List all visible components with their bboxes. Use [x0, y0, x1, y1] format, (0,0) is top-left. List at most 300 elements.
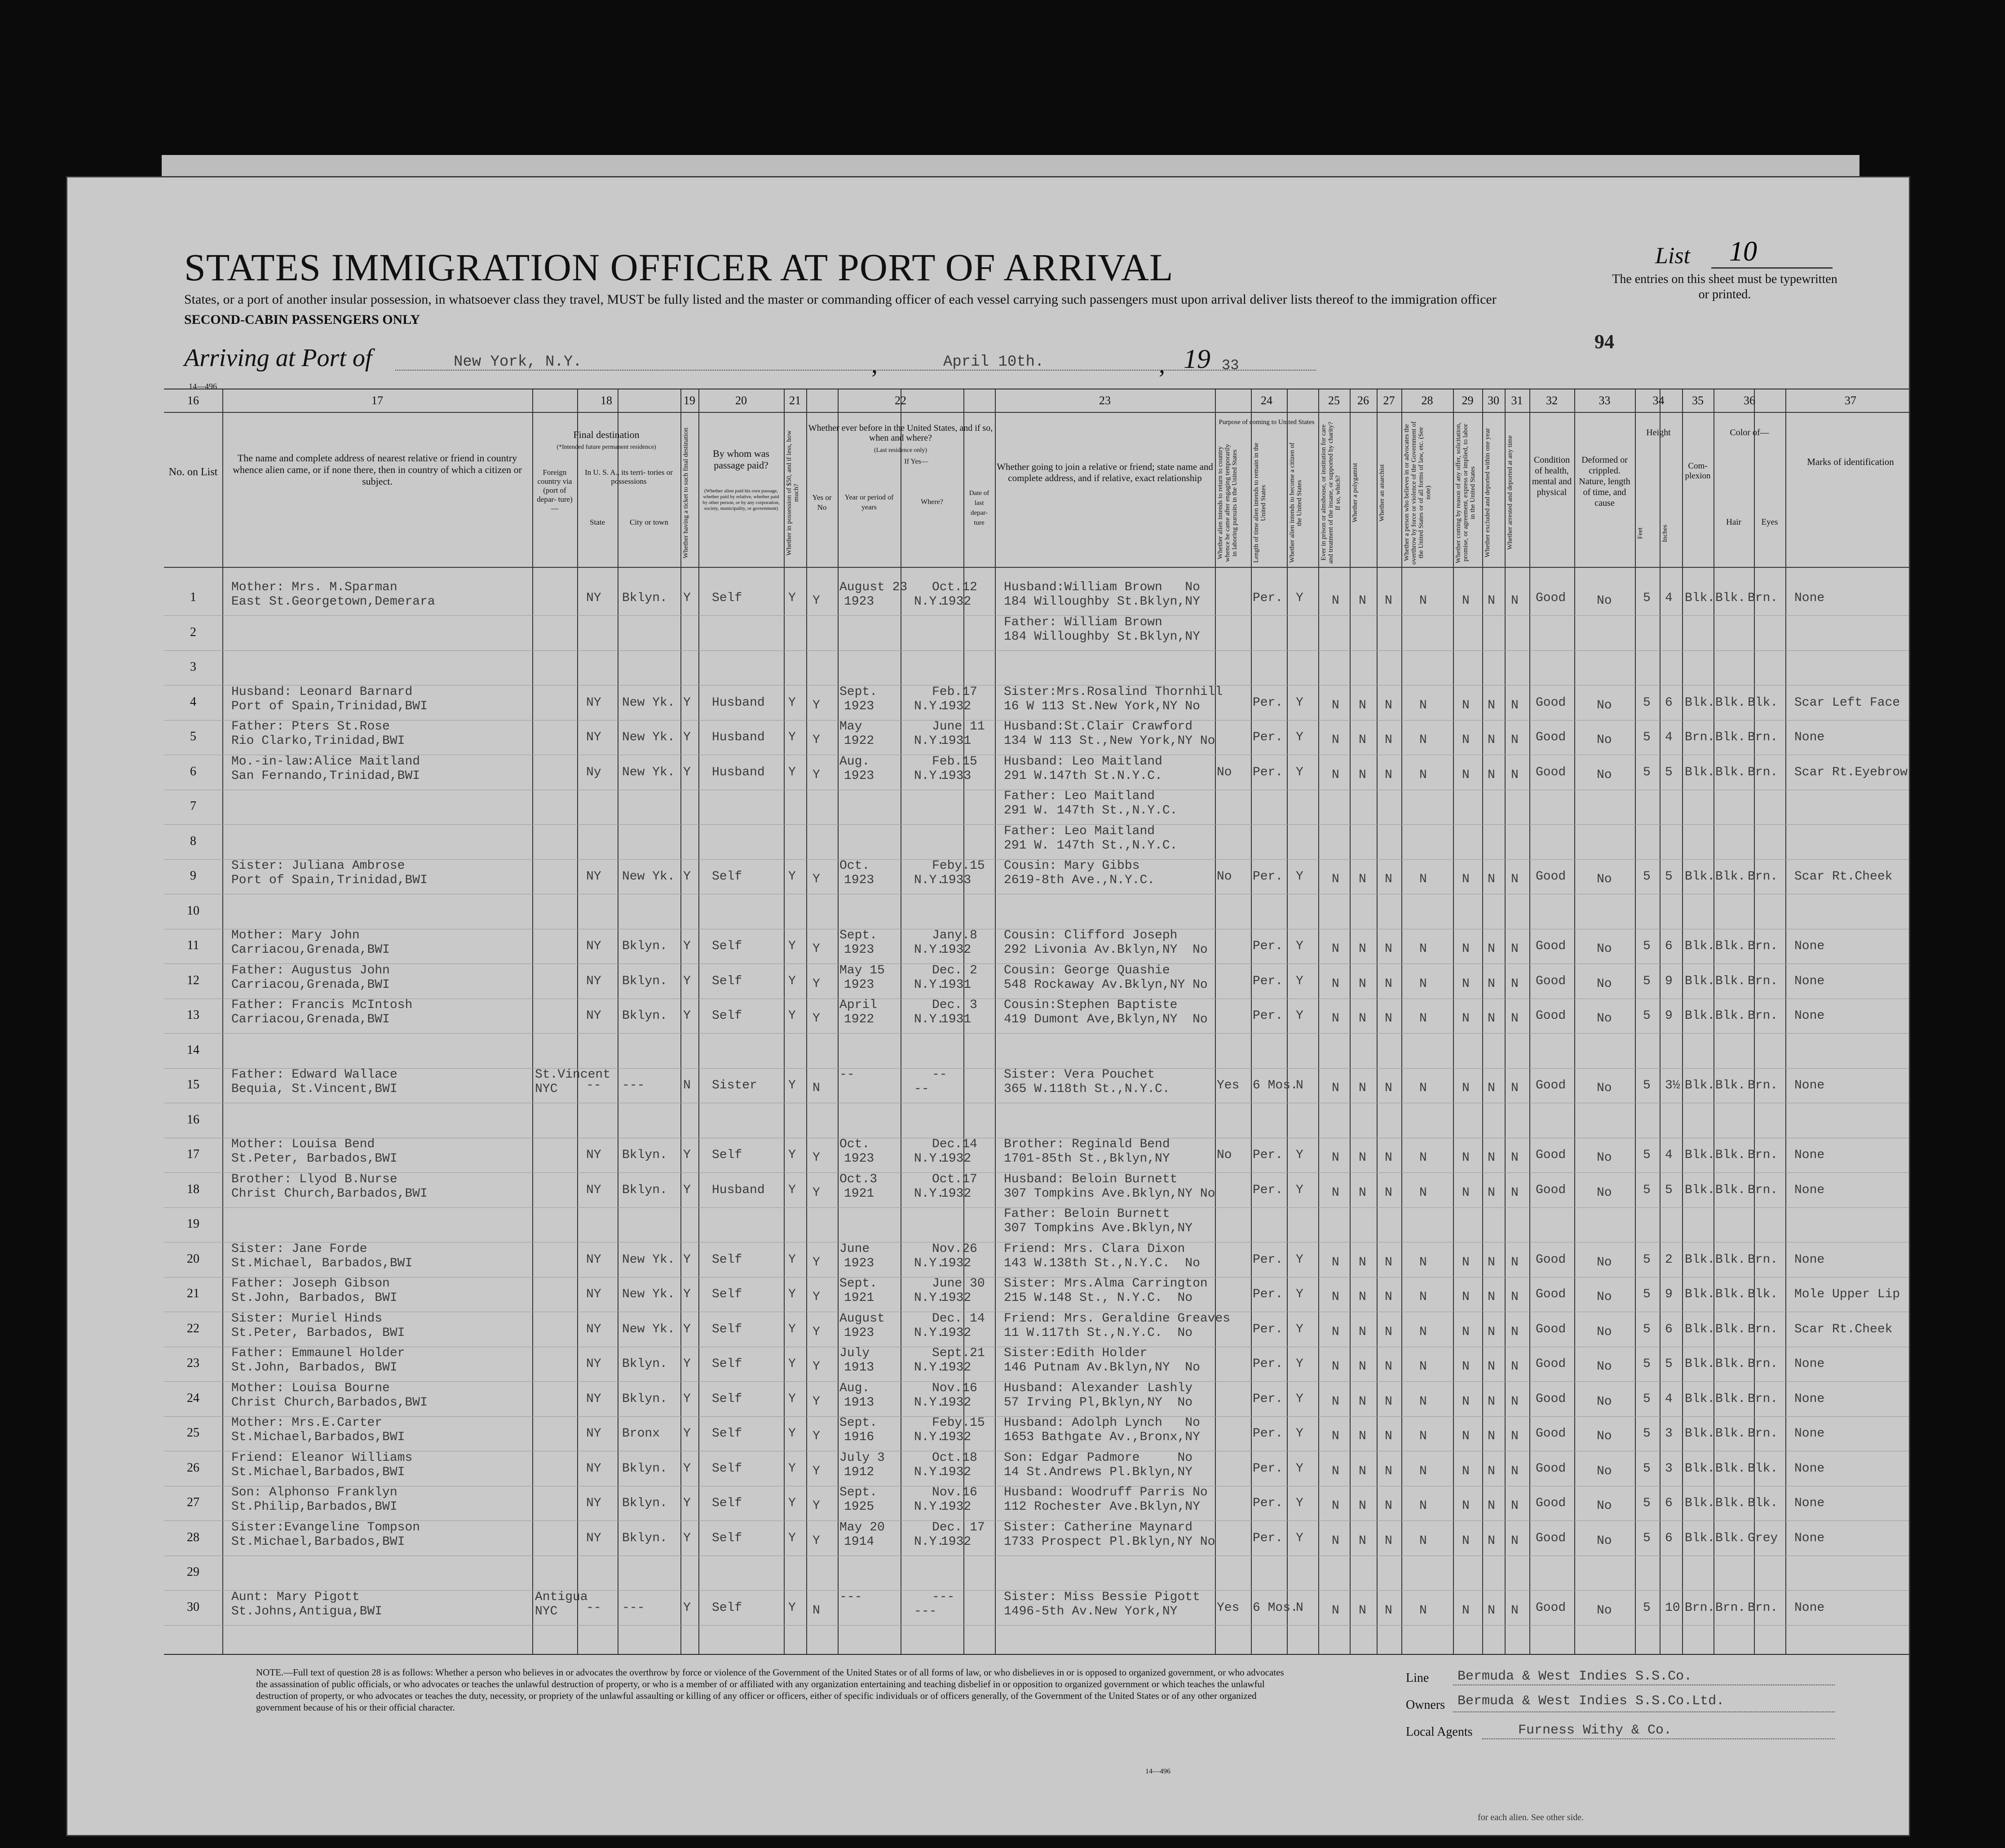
row-number: 1	[190, 590, 196, 604]
passage-paid-by: Self	[712, 1287, 742, 1301]
question-30-answer: N	[1488, 594, 1495, 608]
health-condition: Good	[1536, 1287, 1566, 1301]
hair-color: Blk.	[1715, 765, 1746, 779]
height-inches: 6	[1665, 1531, 1673, 1545]
question-28-answer: N	[1419, 1255, 1427, 1269]
passage-paid-by: Self	[712, 974, 742, 988]
destination-city: Bklyn.	[622, 1009, 667, 1023]
table-row	[164, 1485, 1909, 1520]
height-feet: 5	[1643, 765, 1651, 779]
fifty-dollars-value: Y	[788, 591, 796, 605]
identification-marks: None	[1794, 1357, 1825, 1371]
question-28-answer: N	[1419, 733, 1427, 747]
column-number: 28	[1421, 394, 1433, 407]
question-28-answer: N	[1419, 1360, 1427, 1374]
table-row	[164, 1033, 1909, 1068]
agents-underline	[1482, 1738, 1835, 1739]
list-number: 10	[1729, 236, 1757, 267]
destination-state: NY	[586, 1322, 601, 1336]
row-number: 28	[187, 1530, 199, 1544]
destination-city: Bklyn.	[622, 1496, 667, 1510]
question-30-answer: N	[1488, 1255, 1495, 1269]
hair-color: Blk.	[1715, 1148, 1746, 1162]
question-30-answer: N	[1488, 872, 1495, 886]
table-row	[164, 1381, 1909, 1416]
header-last-residence: (Last residence only)	[874, 447, 927, 454]
health-condition: Good	[1536, 765, 1566, 779]
arriving-label: Arriving at Port of	[184, 344, 372, 372]
deformed-value: No	[1597, 1012, 1612, 1026]
health-condition: Good	[1536, 1461, 1566, 1476]
been-before-value: N	[813, 1081, 820, 1095]
question-25-answer: N	[1332, 1081, 1339, 1095]
joining-address: 292 Livonia Av.Bklyn,NY No	[1004, 943, 1208, 957]
question-27-answer: N	[1385, 1290, 1392, 1304]
deformed-value: No	[1597, 1394, 1612, 1409]
passage-paid-by: Self	[712, 1427, 742, 1441]
joining-address: 307 Tompkins Ave.Bklyn,NY	[1004, 1221, 1193, 1235]
identification-marks: None	[1794, 591, 1825, 605]
identification-marks: Scar Rt.Eyebrow	[1794, 765, 1908, 779]
fifty-dollars-value: Y	[788, 1392, 796, 1406]
height-feet: 5	[1643, 695, 1651, 710]
deformed-value: No	[1597, 698, 1612, 712]
identification-marks: None	[1794, 974, 1825, 988]
identification-marks: None	[1794, 1148, 1825, 1162]
purpose-length: Per.	[1253, 1148, 1283, 1162]
departure-date: Feb.17	[932, 685, 977, 699]
visit-year: 1913	[844, 1395, 874, 1410]
visit-year-period: Aug.	[839, 754, 870, 769]
visit-year: 1923	[844, 699, 874, 713]
height-feet: 5	[1643, 591, 1651, 605]
destination-state: NY	[586, 1148, 601, 1162]
destination-city: Bklyn.	[622, 939, 667, 953]
visit-year-period: Sept.	[839, 685, 878, 699]
relative-address: St.Johns,Antigua,BWI	[231, 1604, 383, 1618]
header-passage-paid: By whom was passage paid?	[713, 448, 769, 471]
height-inches: 6	[1665, 695, 1673, 710]
departure-date: Oct.18	[932, 1450, 977, 1465]
question-27-answer: N	[1385, 1012, 1392, 1026]
purpose-length: Per.	[1253, 870, 1283, 884]
purpose-return: No	[1217, 765, 1232, 779]
passage-paid-by: Self	[712, 870, 742, 884]
passage-paid-by: Self	[712, 1461, 742, 1476]
relative-name: Father: Augustus John	[231, 963, 390, 977]
list-underline	[1711, 267, 1833, 269]
row-number: 13	[187, 1008, 199, 1022]
been-before-value: Y	[813, 1499, 820, 1513]
health-condition: Good	[1536, 730, 1566, 744]
column-number: 17	[371, 394, 383, 407]
relative-name: Son: Alphonso Franklyn	[231, 1485, 397, 1499]
eye-color: Brn.	[1748, 1600, 1778, 1615]
row-number: 14	[187, 1043, 199, 1057]
visit-where: N.Y.	[914, 734, 945, 748]
tail-note: for each alien. See other side.	[1478, 1813, 1584, 1822]
height-feet: 5	[1643, 1392, 1651, 1406]
departure-date: Oct.17	[932, 1172, 977, 1186]
row-number: 2	[190, 625, 196, 639]
line-underline	[1453, 1684, 1835, 1685]
visit-where: N.Y.	[914, 769, 945, 783]
departure-year: 1931	[941, 1012, 972, 1026]
height-feet: 5	[1643, 730, 1651, 744]
complexion: Blk.	[1685, 1252, 1715, 1267]
row-number: 12	[187, 973, 199, 987]
relative-name: Aunt: Mary Pigott	[231, 1590, 360, 1604]
relative-name: Mother: Mrs. M.Sparman	[231, 580, 397, 594]
deformed-value: No	[1597, 1151, 1612, 1165]
complexion: Blk.	[1685, 1357, 1715, 1371]
relative-address: St.Michael,Barbados,BWI	[231, 1534, 405, 1549]
departure-year: 1932	[941, 1361, 972, 1375]
table-row	[164, 1207, 1909, 1242]
health-condition: Good	[1536, 1079, 1566, 1092]
question-30-answer: N	[1488, 1394, 1495, 1409]
hair-color: Blk.	[1715, 1252, 1746, 1267]
row-number: 8	[190, 834, 196, 848]
relative-name: Father: Joseph Gibson	[231, 1277, 390, 1291]
question-28-answer: N	[1419, 1185, 1427, 1200]
destination-city: New Yk.	[622, 1287, 675, 1301]
column-number: 35	[1692, 394, 1704, 407]
height-feet: 5	[1643, 1461, 1651, 1476]
height-inches: 3½	[1665, 1079, 1680, 1092]
visit-year: 1923	[844, 1326, 874, 1340]
complexion: Brn.	[1685, 730, 1715, 744]
purpose-return: No	[1217, 870, 1232, 884]
purpose-length: 6 Mos.	[1253, 1600, 1298, 1615]
table-row	[164, 650, 1909, 685]
table-row	[164, 789, 1909, 824]
question-31-answer: N	[1511, 594, 1519, 608]
eye-color: Brn.	[1748, 1183, 1778, 1197]
relative-name: Father: Francis McIntosh	[231, 998, 413, 1012]
departure-date: Feby.15	[932, 859, 985, 873]
destination-state: Ny	[586, 765, 601, 779]
fifty-dollars-value: Y	[788, 1357, 796, 1371]
destination-state: NY	[586, 1252, 601, 1267]
question-31-answer: N	[1511, 977, 1519, 991]
table-row	[164, 1312, 1909, 1346]
destination-city: Bklyn.	[622, 974, 667, 988]
question-26-answer: N	[1359, 1151, 1366, 1165]
question-25-answer: N	[1332, 1429, 1339, 1443]
table-row	[164, 1590, 1909, 1625]
question-25-answer: N	[1332, 1534, 1339, 1548]
joining-person: Husband: Woodruff Parris No	[1004, 1485, 1208, 1499]
header-joining-relative: Whether going to join a relative or friend; state name and complete address, and if relative, exact relationship	[997, 461, 1213, 483]
identification-marks: Scar Left Face	[1794, 695, 1900, 710]
height-feet: 5	[1643, 1079, 1651, 1092]
visit-where: N.Y.	[914, 1430, 945, 1444]
identification-marks: None	[1794, 1600, 1825, 1615]
health-condition: Good	[1536, 870, 1566, 884]
destination-state: NY	[586, 939, 601, 953]
foreign-country: Antigua	[535, 1590, 588, 1604]
eye-color: Brn.	[1748, 1322, 1778, 1336]
deformed-value: No	[1597, 1360, 1612, 1374]
complexion: Blk.	[1685, 1322, 1715, 1336]
departure-year: 1932	[941, 1152, 972, 1166]
row-number: 29	[187, 1565, 199, 1579]
destination-state: NY	[586, 1461, 601, 1476]
question-25-answer: N	[1332, 1290, 1339, 1304]
question-26-answer: N	[1359, 594, 1366, 608]
purpose-citizen: Y	[1296, 1183, 1303, 1197]
departure-year: 1932	[941, 1256, 972, 1270]
table-row	[164, 615, 1909, 650]
question-28-answer: N	[1419, 1464, 1427, 1478]
visit-where: N.Y.	[914, 1186, 945, 1201]
header-where: Where?	[921, 498, 943, 506]
purpose-length: Per.	[1253, 1252, 1283, 1267]
relative-name: Sister: Juliana Ambrose	[231, 859, 405, 873]
question-30-answer: N	[1488, 1534, 1495, 1548]
header-height: Height	[1646, 428, 1671, 438]
joining-address: 16 W 113 St.New York,NY No	[1004, 699, 1200, 713]
purpose-citizen: Y	[1296, 1461, 1303, 1476]
relative-name: Sister:Evangeline Tompson	[231, 1520, 420, 1534]
question-30-answer: N	[1488, 1360, 1495, 1374]
column-number: 32	[1546, 394, 1558, 407]
height-inches: 4	[1665, 1392, 1673, 1406]
question-27-answer: N	[1385, 872, 1392, 886]
deformed-value: No	[1597, 594, 1612, 608]
question-27-answer: N	[1385, 768, 1392, 782]
identification-marks: None	[1794, 1252, 1825, 1267]
relative-address: Carriacou,Grenada,BWI	[231, 1012, 390, 1026]
row-number: 22	[187, 1321, 199, 1335]
departure-year: 1932	[941, 1534, 972, 1549]
destination-city: Bklyn.	[622, 1148, 667, 1162]
visit-year-period: June	[839, 1242, 870, 1256]
question-31-answer: N	[1511, 768, 1519, 782]
header-state: State	[590, 518, 605, 526]
header-ever-prison: Ever in prison or almshouse, or institution for care and treatment of the insane, or supported by charity? If so, which?	[1320, 421, 1342, 564]
relative-name: Mother: Louisa Bend	[231, 1137, 375, 1151]
identification-marks: None	[1794, 730, 1825, 744]
visit-year-period: Oct.	[839, 859, 870, 873]
column-number: 16	[187, 394, 199, 407]
destination-city: New Yk.	[622, 870, 675, 884]
line-label: Line	[1406, 1671, 1429, 1685]
question-26-answer: N	[1359, 733, 1366, 747]
question-29-answer: N	[1462, 594, 1470, 608]
identification-marks: None	[1794, 939, 1825, 953]
passage-paid-by: Self	[712, 1496, 742, 1510]
destination-city: ---	[622, 1079, 645, 1092]
header-final-destination: Final destination	[573, 429, 640, 440]
joining-person: Cousin: Clifford Joseph	[1004, 928, 1178, 942]
height-inches: 5	[1665, 870, 1673, 884]
visit-where: N.Y.	[914, 699, 945, 713]
relative-address: Carriacou,Grenada,BWI	[231, 977, 390, 992]
hair-color: Blk.	[1715, 730, 1746, 744]
visit-where: N.Y.	[914, 1361, 945, 1375]
height-inches: 6	[1665, 1322, 1673, 1336]
health-condition: Good	[1536, 974, 1566, 988]
visit-year-period: July 3	[839, 1450, 885, 1465]
question-26-answer: N	[1359, 698, 1366, 712]
purpose-length: Per.	[1253, 939, 1283, 953]
eye-color: Brn.	[1748, 1079, 1778, 1092]
hair-color: Blk.	[1715, 1183, 1746, 1197]
visit-where: N.Y.	[914, 1291, 945, 1305]
question-27-answer: N	[1385, 977, 1392, 991]
visit-year: 1923	[844, 1152, 874, 1166]
height-inches: 5	[1665, 765, 1673, 779]
question-30-answer: N	[1488, 1464, 1495, 1478]
eye-color: Blk.	[1748, 1461, 1778, 1476]
question-30-answer: N	[1488, 768, 1495, 782]
passage-paid-by: Self	[712, 591, 742, 605]
ticket-value: Y	[683, 1461, 691, 1476]
hair-color: Blk.	[1715, 695, 1746, 710]
ticket-value: N	[683, 1079, 691, 1092]
height-feet: 5	[1643, 1496, 1651, 1510]
header-question-29: Whether coming by reason of any offer, solicitation, promise, or agreement, express or implied, to labor in the United States	[1455, 422, 1476, 563]
column-number: 37	[1845, 394, 1856, 407]
column-number: 24	[1261, 394, 1272, 407]
question-28-answer: N	[1419, 1394, 1427, 1409]
header-no-on-list: No. on List	[168, 466, 218, 478]
row-number: 4	[190, 694, 196, 709]
column-number: 22	[895, 394, 906, 407]
question-25-answer: N	[1332, 1499, 1339, 1513]
ticket-value: Y	[683, 1531, 691, 1545]
joining-person: Father: Leo Maitland	[1004, 789, 1155, 803]
destination-city: Bklyn.	[622, 1357, 667, 1371]
deformed-value: No	[1597, 1290, 1612, 1304]
joining-person: Husband:St.Clair Crawford	[1004, 720, 1193, 734]
visit-year-period: Sept.	[839, 1277, 878, 1291]
destination-state: NY	[586, 974, 601, 988]
purpose-citizen: Y	[1296, 695, 1303, 710]
joining-address: 307 Tompkins Ave.Bklyn,NY No	[1004, 1186, 1215, 1201]
hair-color: Blk.	[1715, 974, 1746, 988]
visit-year: 1922	[844, 1012, 874, 1026]
complexion: Blk.	[1685, 1427, 1715, 1441]
hair-color: Blk.	[1715, 1531, 1746, 1545]
port-value: New York, N.Y.	[454, 354, 582, 371]
joining-person: Sister:Mrs.Rosalind Thornhill	[1004, 685, 1223, 699]
been-before-value: Y	[813, 1360, 820, 1374]
question-25-answer: N	[1332, 1325, 1339, 1339]
eye-color: Brn.	[1748, 1427, 1778, 1441]
table-row	[164, 1451, 1909, 1485]
height-inches: 5	[1665, 1183, 1673, 1197]
destination-state: --	[586, 1079, 601, 1092]
hair-color: Blk.	[1715, 1496, 1746, 1510]
departure-date: June 11	[932, 720, 985, 734]
departure-date: Feb.15	[932, 754, 977, 769]
question-25-answer: N	[1332, 942, 1339, 956]
header-purpose-length: Length of time alien intends to remain in the United States	[1253, 442, 1267, 563]
destination-city: New Yk.	[622, 765, 675, 779]
joining-person: Friend: Mrs. Clara Dixon	[1004, 1242, 1185, 1256]
question-25-answer: N	[1332, 1603, 1339, 1618]
identification-marks: None	[1794, 1009, 1825, 1023]
purpose-length: 6 Mos.	[1253, 1079, 1298, 1092]
relative-address: Rio Clarko,Trinidad,BWI	[231, 734, 405, 748]
height-inches: 5	[1665, 1357, 1673, 1371]
question-31-answer: N	[1511, 1255, 1519, 1269]
column-number: 34	[1652, 394, 1665, 407]
table-row	[164, 1068, 1909, 1102]
row-number: 7	[190, 799, 196, 813]
eye-color: Blk.	[1748, 1496, 1778, 1510]
hair-color: Blk.	[1715, 1287, 1746, 1301]
destination-state: NY	[586, 1009, 601, 1023]
height-feet: 5	[1643, 870, 1651, 884]
relative-address: St.John, Barbados, BWI	[231, 1291, 397, 1305]
visit-year: 1923	[844, 1256, 874, 1270]
visit-year-period: May	[839, 720, 862, 734]
departure-year: 1932	[941, 1326, 972, 1340]
purpose-return: Yes	[1217, 1079, 1240, 1092]
header-year-period: Year or period of years	[844, 494, 894, 511]
passage-paid-by: Sister	[712, 1079, 757, 1092]
question-25-answer: N	[1332, 1360, 1339, 1374]
header-condition: Condition of health, mental and physical	[1532, 455, 1572, 497]
departure-year: 1932	[941, 1186, 972, 1201]
question-31-answer: N	[1511, 1012, 1519, 1026]
complexion: Blk.	[1685, 1009, 1715, 1023]
question-29-answer: N	[1462, 1185, 1470, 1200]
column-number: 26	[1357, 394, 1369, 407]
been-before-value: Y	[813, 1464, 820, 1478]
visit-where: ---	[914, 1604, 937, 1618]
question-28-answer: N	[1419, 698, 1427, 712]
form-number: 14—496	[1145, 1768, 1170, 1775]
been-before-value: Y	[813, 1325, 820, 1339]
ticket-value: Y	[683, 1427, 691, 1441]
departure-date: June 30	[932, 1277, 985, 1291]
question-29-answer: N	[1462, 733, 1470, 747]
destination-state: NY	[586, 730, 601, 744]
identification-marks: None	[1794, 1183, 1825, 1197]
question-31-answer: N	[1511, 872, 1519, 886]
foreign-country-port: NYC	[535, 1082, 558, 1096]
table-row	[164, 1137, 1909, 1172]
owners-label: Owners	[1406, 1698, 1445, 1712]
purpose-length: Per.	[1253, 1287, 1283, 1301]
row-number: 15	[187, 1078, 199, 1092]
eye-color: Brn.	[1748, 939, 1778, 953]
departure-year: 1932	[941, 595, 972, 609]
question-26-answer: N	[1359, 1185, 1366, 1200]
visit-where: N.Y.	[914, 1395, 945, 1410]
joining-address: 143 W.138th St.,N.Y.C. No	[1004, 1256, 1200, 1270]
height-feet: 5	[1643, 1427, 1651, 1441]
purpose-citizen: Y	[1296, 1392, 1303, 1406]
ticket-value: Y	[683, 974, 691, 988]
relative-name: Mother: Mrs.E.Carter	[231, 1416, 383, 1430]
been-before-value: Y	[813, 768, 820, 782]
row-number: 10	[187, 903, 199, 918]
purpose-citizen: N	[1296, 1079, 1303, 1092]
question-26-answer: N	[1359, 1325, 1366, 1339]
question-25-answer: N	[1332, 733, 1339, 747]
purpose-citizen: Y	[1296, 730, 1303, 744]
eye-color: Brn.	[1748, 1392, 1778, 1406]
purpose-citizen: N	[1296, 1600, 1303, 1615]
joining-person: Cousin: George Quashie	[1004, 963, 1170, 977]
hair-color: Blk.	[1715, 1461, 1746, 1476]
